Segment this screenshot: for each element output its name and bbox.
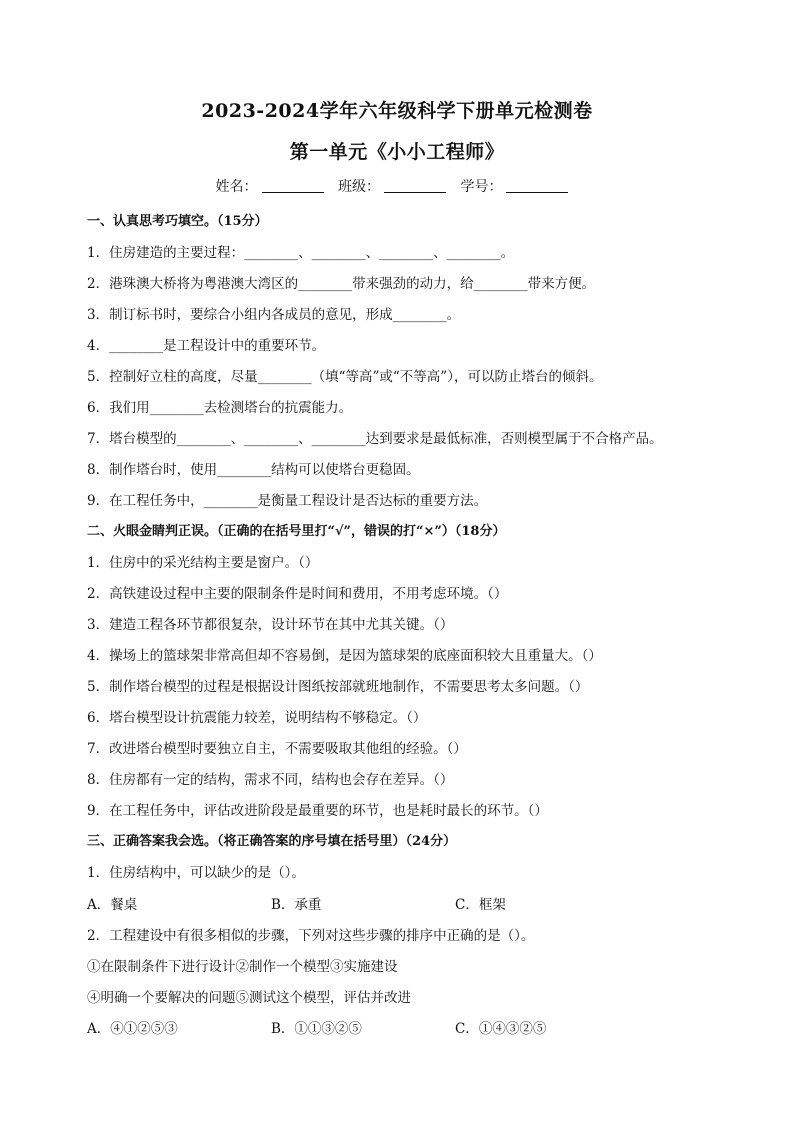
- judge-question: 7．改进塔台模型时要独立自主，不需要吸取其他组的经验。（）: [87, 741, 467, 757]
- judge-question: 9．在工程任务中，评估改进阶段是最重要的环节，也是耗时最长的环节。（）: [87, 803, 548, 819]
- fill-question: 8．制作塔台时，使用________结构可以使塔台更稳固。: [87, 462, 420, 478]
- option-b: B．①①③②⑤: [271, 1021, 362, 1037]
- judge-question: 6．塔台模型设计抗震能力较差，说明结构不够稳定。（）: [87, 710, 427, 726]
- student-info-line: [0, 176, 794, 196]
- fill-question: 6．我们用________去检测塔台的抗震能力。: [87, 400, 353, 416]
- class-label: 班级：: [338, 179, 380, 195]
- option-a: A．④①②⑤③: [87, 1021, 178, 1037]
- option-c: C．框架: [455, 897, 506, 913]
- unit-title: 第一单元《小小工程师》: [289, 141, 505, 163]
- option-c: C．①④③②⑤: [455, 1021, 547, 1037]
- option-b: B．承重: [271, 897, 322, 913]
- section3-heading: 三、正确答案我会选。（将正确答案的序号填在括号里）（24分）: [87, 834, 457, 849]
- fill-question: 7．塔台模型的________、________、________达到要求是最低标准，否则模型属于不合格产品。: [87, 431, 663, 447]
- fill-question: 5．控制好立柱的高度，尽量________（填“等高”或“不等高”），可以防止塔台的倾斜。: [87, 369, 603, 385]
- judge-question: 8．住房都有一定的结构，需求不同，结构也会存在差异。（）: [87, 772, 454, 788]
- name-field[interactable]: [262, 178, 324, 193]
- choice-question-stem: 2．工程建设中有很多相似的步骤，下列对这些步骤的排序中正确的是（）。: [87, 928, 535, 944]
- step-list-line: ①在限制条件下进行设计②制作一个模型③实施建设: [87, 959, 398, 975]
- judge-question: 2．高铁建设过程中主要的限制条件是时间和费用，不用考虑环境。（）: [87, 586, 508, 602]
- judge-question: 3．建造工程各环节都很复杂，设计环节在其中尤其关键。（）: [87, 617, 454, 633]
- section2-heading: 二、火眼金睛判正误。（正确的在括号里打“√”，错误的打“×”）（18分）: [87, 524, 506, 539]
- fill-question: 4．________是工程设计中的重要环节。: [87, 338, 326, 354]
- fill-question: 1．住房建造的主要过程：________、________、________、________。: [87, 245, 515, 261]
- judge-question: 5．制作塔台模型的过程是根据设计图纸按部就班地制作，不需要思考太多问题。（）: [87, 679, 589, 695]
- judge-question: 4．操场上的篮球架非常高但却不容易倒，是因为篮球架的底座面积较大且重量大。（）: [87, 648, 602, 664]
- option-a: A．餐桌: [87, 897, 138, 913]
- class-field[interactable]: [384, 178, 446, 193]
- fill-question: 3．制订标书时，要综合小组内各成员的意见，形成________。: [87, 307, 461, 323]
- student-id-label: 学号：: [460, 179, 503, 195]
- fill-question: 2．港珠澳大桥将为粤港澳大湾区的________带来强劲的动力，给________带来方便。: [87, 276, 596, 292]
- choice-question-stem: 1．住房结构中，可以缺少的是（）。: [87, 865, 305, 881]
- fill-question: 9．在工程任务中，________是衡量工程设计是否达标的重要方法。: [87, 493, 488, 509]
- name-label: 姓名：: [215, 179, 258, 195]
- step-list-line: ④明确一个要解决的问题⑤测试这个模型，评估并改进: [87, 990, 411, 1006]
- section1-heading: 一、认真思考巧填空。（15分）: [87, 214, 268, 229]
- page-title: 2023-2024学年六年级科学下册单元检测卷: [201, 100, 593, 122]
- student-id-field[interactable]: [506, 178, 568, 193]
- judge-question: 1．住房中的采光结构主要是窗户。（）: [87, 555, 319, 571]
